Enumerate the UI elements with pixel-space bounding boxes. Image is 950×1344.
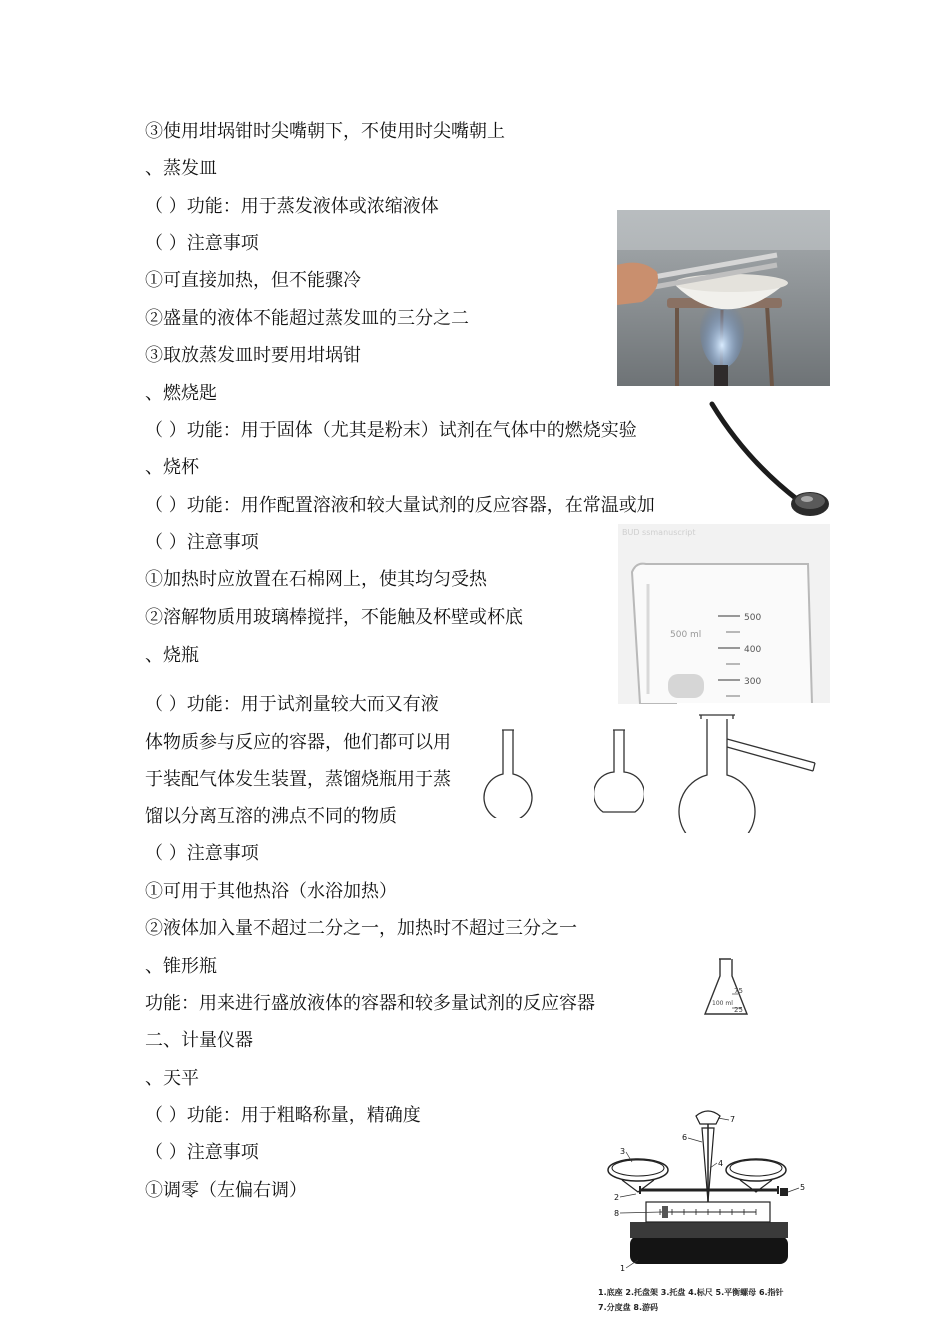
balance-label-4: 4 (718, 1159, 724, 1168)
heading-measuring-instruments: 二、计量仪器 (145, 1030, 253, 1051)
text-line-11: （ ）功能：用作配置溶液和较大量试剂的反应容器，在常温或加 (145, 495, 655, 516)
text-line-24: 功能：用来进行盛放液体的容器和较多量试剂的反应容器 (145, 993, 595, 1014)
balance-figure (600, 1108, 815, 1280)
text-line-13: ①加热时应放置在石棉网上，使其均匀受热 (145, 569, 487, 590)
text-line-5: ①可直接加热，但不能骤冷 (145, 270, 361, 291)
text-line-17: 体物质参与反应的容器，他们都可以用 (145, 732, 451, 753)
flat-bottom-flask-figure (594, 728, 644, 818)
balance-label-8: 8 (614, 1209, 620, 1218)
text-line-3: （ ）功能：用于蒸发液体或浓缩液体 (145, 196, 439, 217)
text-line-20: （ ）注意事项 (145, 843, 259, 864)
text-line-14: ②溶解物质用玻璃棒搅拌，不能触及杯壁或杯底 (145, 607, 523, 628)
text-line-12: （ ）注意事项 (145, 532, 259, 553)
text-line-1: ③使用坩埚钳时尖嘴朝下，不使用时尖嘴朝上 (145, 121, 505, 142)
heading-combustion-spoon: 、燃烧匙 (145, 383, 217, 404)
beaker-photo (618, 524, 830, 704)
text-line-29: ①调零（左偏右调） (145, 1180, 307, 1201)
conical-flask-mark-25: 25 (734, 1006, 743, 1014)
balance-caption-line-1: 1.底座 2.托盘架 3.托盘 4.标尺 5.平衡螺母 6.指针 (598, 1288, 784, 1297)
text-line-6: ②盛量的液体不能超过蒸发皿的三分之二 (145, 308, 469, 329)
heading-flask: 、烧瓶 (145, 645, 199, 666)
conical-flask-volume: 100 ml (712, 1000, 733, 1007)
balance-label-7: 7 (730, 1115, 736, 1124)
beaker-mark-300: 300 (744, 677, 762, 687)
balance-label-1: 1 (620, 1264, 626, 1273)
text-line-7: ③取放蒸发皿时要用坩埚钳 (145, 345, 361, 366)
beaker-mark-400: 400 (744, 645, 762, 655)
text-line-4: （ ）注意事项 (145, 233, 259, 254)
evaporating-dish-photo (617, 210, 830, 386)
text-line-27: （ ）功能：用于粗略称量，精确度 (145, 1105, 421, 1126)
text-line-22: ②液体加入量不超过二分之一，加热时不超过三分之一 (145, 918, 577, 939)
conical-flask-figure (700, 956, 752, 1018)
balance-caption-line-2: 7.分度盘 8.游码 (598, 1303, 658, 1312)
heading-balance: 、天平 (145, 1068, 199, 1089)
text-line-19: 馏以分离互溶的沸点不同的物质 (145, 806, 397, 827)
text-line-9: （ ）功能：用于固体（尤其是粉末）试剂在气体中的燃烧实验 (145, 420, 637, 441)
beaker-mark-500: 500 (744, 613, 762, 623)
text-line-18: 于装配气体发生装置，蒸馏烧瓶用于蒸 (145, 769, 451, 790)
conical-flask-mark-75: 75 (734, 987, 743, 995)
balance-label-6: 6 (682, 1133, 688, 1142)
distillation-flask-figure (677, 703, 830, 833)
heading-beaker: 、烧杯 (145, 457, 199, 478)
beaker-volume-label: 500 ml (670, 630, 702, 640)
text-line-28: （ ）注意事项 (145, 1142, 259, 1163)
text-line-16: （ ）功能：用于试剂量较大而又有液 (145, 694, 439, 715)
combustion-spoon-figure (706, 400, 830, 520)
round-bottom-flask-figure (482, 728, 534, 818)
balance-label-5: 5 (800, 1183, 806, 1192)
text-line-21: ①可用于其他热浴（水浴加热） (145, 881, 397, 902)
balance-label-2: 2 (614, 1193, 620, 1202)
balance-label-3: 3 (620, 1147, 626, 1156)
heading-conical-flask: 、锥形瓶 (145, 956, 217, 977)
beaker-watermark: BUD ssmanuscript (622, 528, 696, 537)
heading-evaporating-dish: 、蒸发皿 (145, 158, 217, 179)
